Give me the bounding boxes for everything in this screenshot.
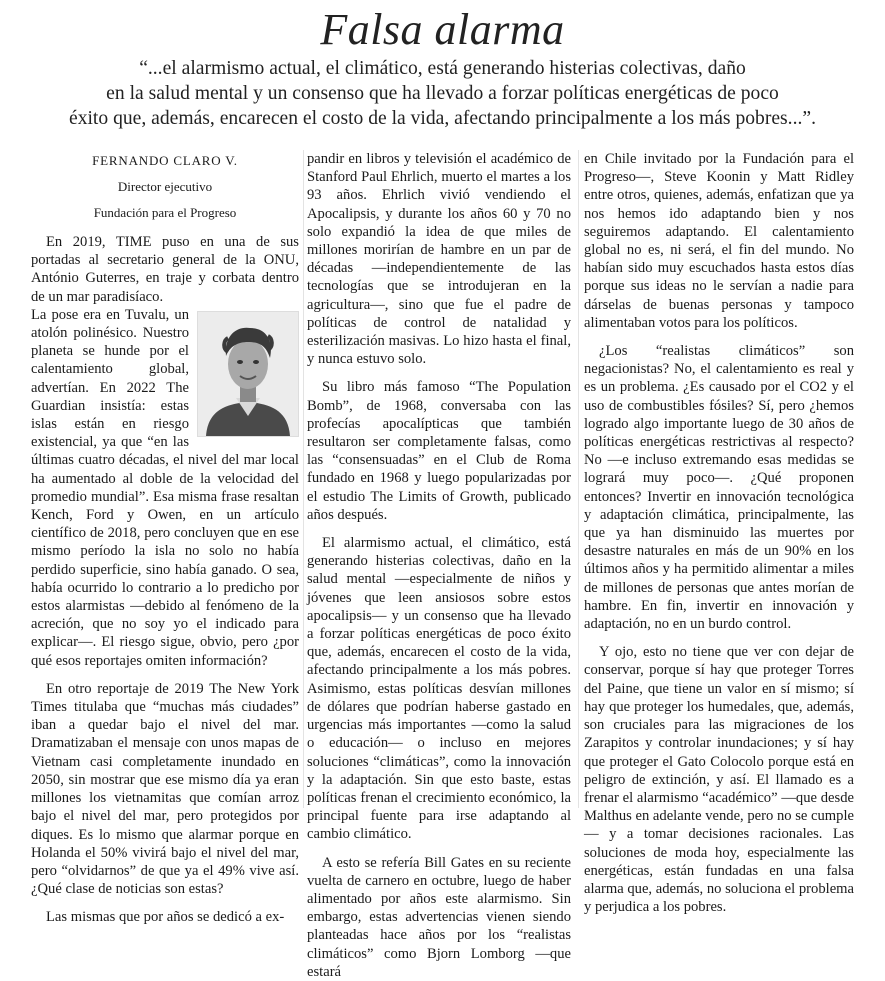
paragraph: ¿Los “realistas climáticos” son negacionistas? No, el calentamiento es real y es un problema. ¿Es causado por el CO2 y el uso de combustibles fósiles? Sí, pero ¿hemos logrado algo importante luego de 30 años de políticas energéticas restrictivas al respecto? No —e incluso extremando esas medidas se logrará muy poco—. ¿Qué proponen entonces? Invertir en innovación tecnológica y adaptación climática, principalmente, las que ya han disminuido las muertes por desastre naturales en más de un 90% en los últimos años y ha permitido alimentar a miles de millones de personas que antes morían de hambre. En fin, invertir en innovación y adaptación, no en un burdo control. [584, 343, 854, 633]
author-photo [197, 311, 299, 437]
pull-quote-line: éxito que, además, encarecen el costo de la vida, afectando principalmente a los más pobres...”. [69, 108, 816, 129]
pull-quote-line: en la salud mental y un consenso que ha llevado a forzar políticas energéticas de poco [106, 83, 779, 104]
paragraph: A esto se refería Bill Gates en su reciente vuelta de carnero en octubre, luego de haber alimentado por años este alarmismo. Sin embargo, estas advertencias vienen siendo planteadas hace años por los “realistas climáticos” como Bjorn Lomborg —que estará [307, 854, 571, 980]
paragraph: Las mismas que por años se dedicó a ex- [46, 909, 285, 926]
author-name: FERNANDO CLARO V. [92, 153, 238, 168]
headline: Falsa alarma [320, 5, 565, 54]
paragraph: pandir en libros y televisión el académico de Stanford Paul Ehrlich, muerto el martes a los 93 años. Ehrlich vivió vendiendo el Apocalipsis, y durante los años 60 y 70 no solo expandió la idea de que miles de millones morirían de hambre en un par de décadas —independientemente de las tecnologías que se introdujeran en la agricultura—, sino que fue el padre de políticas de control de natalidad y esterilización masivas. Lo hizo hasta el final, y nunca estuvo solo. [307, 151, 571, 368]
article-column-2 [307, 150, 571, 981]
column-divider [303, 150, 304, 808]
paragraph: El alarmismo actual, el climático, está generando histerias colectivas, daño en la salud mental —especialmente de niños y jóvenes que leen ansiosos sobre estos apocalipsis— y un consenso que ha llevado a forzar políticas energéticas de poco éxito que, además, encarecen el costo de la vida, afectando principalmente a los más pobres. Asimismo, estas políticas desvían millones de dólares que podrían haberse gastado en urgencias más importantes —como la salud o educación— o incluso en mejores soluciones “climáticas”, como la innovación y la adaptación. Sin que esto baste, estas políticas frenan el crecimiento económico, la principal fuente para irse adaptando al cambio climático. [307, 535, 571, 843]
article-column-3 [584, 150, 854, 916]
author-role: Director ejecutivo [117, 179, 213, 194]
paragraph: Y ojo, esto no tiene que ver con dejar de conservar, porque sí hay que proteger Torres del Paine, que tiene un valor en sí mismo; sí hay que proteger los humedales, que, además, son cruciales para las migraciones de los Zarapitos y controlar inundaciones; y sí hay que proteger el Gato Colocolo porque está en peligro de extinción, y así. El llamado es a frenar el alarmismo “académico” —que desde Malthus en adelante vende, pero no se cumple— y a tomar decisiones racionales. Las soluciones de moda hoy, especialmente las energéticas, están fundadas en una falsa alarma que, además, no soluciona el problema y perjudica a los pobres. [584, 644, 854, 916]
author-portrait-icon [198, 312, 298, 436]
pull-quote [60, 56, 825, 131]
paragraph: En otro reportaje de 2019 The New York Times titulaba que “muchas más ciudades” iban a quedar bajo el nivel del mar. Dramatizaban el mensaje con unos mapas de Vietnam casi completamente inundado en 2050, sin mostrar que ese mismo día ya eran millones los vietnamitas que comían arroz bajo el nivel del mar, pero protegidos por diques. Es lo mismo que alarmar porque en Holanda el 50% vivirá bajo el nivel del mar, pero “olvidarnos” de que ya el 49% vive así. ¿Qué clase de noticias son estas? [31, 680, 299, 898]
paragraph: La pose era en Tuvalu, un atolón polinésico. Nuestro planeta se hunde por el calentamiento global, advertían. En 2022 The Guardian insistía: estas islas están en riesgo existencial, ya que “en las últimas cuatro décadas, el nivel del mar local ha aumentado al doble de la velocidad del promedio mundial”. Esa misma frase resaltan Kench, Ford y Owen, en un artículo científico de 2018, pero concluyen que en ese mismo período la isla no solo no había perdido superficie, sino había ganado. O sea, había ocurrido lo contrario a lo predicho por estos alarmistas —debido al fenómeno de la acreción, que no soy yo el indicado para explicar—. El riesgo sigue, obvio, pero ¿por qué esos reportajes omiten información? [31, 306, 299, 669]
author-org: Fundación para el Progreso [93, 205, 237, 220]
pull-quote-line: “...el alarmismo actual, el climático, está generando histerias colectivas, daño [139, 58, 746, 79]
paragraph: en Chile invitado por la Fundación para el Progreso—, Steve Koonin y Matt Ridley entre otros, quienes, además, enfatizan que ya nos hemos ido adaptando bien y nos seguiremos adaptando. El calentamiento global no es, ni será, el fin del mundo. No habían sido muy escuchados hasta estos días porque sus ideas no le servían a nadie para dárselas de buenas personas y tampoco alimentaban votos para los políticos. [584, 151, 854, 331]
article-column-1 [31, 152, 299, 927]
column-divider [578, 150, 579, 808]
paragraph: Su libro más famoso “The Population Bomb”, de 1968, conversaba con las profecías apocalípticas que también resultaron ser completamente falsas, como las “consensuadas” en el Club de Roma fundado en 1968 y luego popularizadas por el estudio The Limits of Growth, publicado años después. [307, 379, 571, 523]
paragraph: En 2019, TIME puso en una de sus portadas al secretario general de la ONU, António Guterres, en traje y corbata dentro de un mar paradisíaco. [31, 234, 299, 305]
